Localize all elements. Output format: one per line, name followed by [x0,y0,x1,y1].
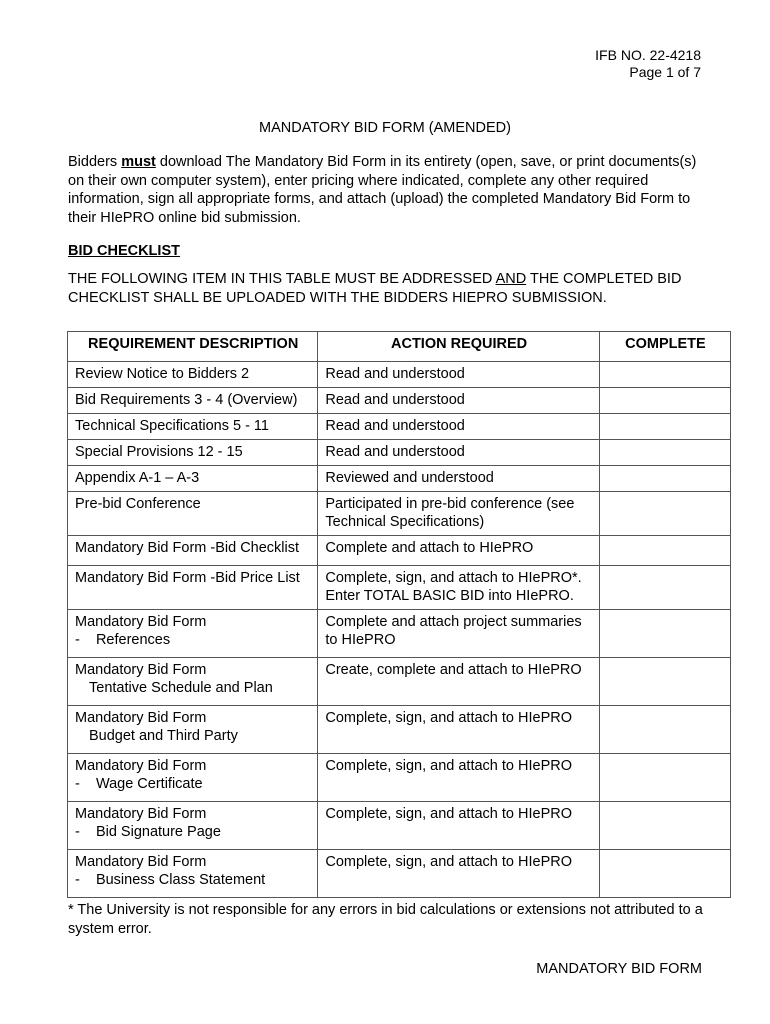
requirement-cell [68,414,318,440]
table-row [68,536,731,566]
action-cell [318,466,599,492]
requirement-line: Technical Specifications 5 - 11 [75,418,269,434]
requirement-line: Bid Requirements 3 - 4 (Overview) [75,392,298,408]
checklist-notice [68,270,708,307]
requirement-cell [68,850,318,898]
action-cell [318,414,599,440]
table-row [68,566,731,610]
action-line: Complete, sign, and attach to HIePRO [325,854,573,870]
requirement-line: Mandatory Bid Form [75,662,207,678]
requirement-cell [68,802,318,850]
table-row [68,802,731,850]
action-cell [318,658,599,706]
table-row [68,466,731,492]
action-cell [318,754,599,802]
complete-cell[interactable] [599,362,730,388]
action-cell [318,536,599,566]
requirement-subline: - Wage Certificate [75,776,203,792]
notice-and: AND [495,271,527,287]
action-line: Read and understood [325,392,465,408]
complete-cell[interactable] [599,754,730,802]
table-body [68,362,731,898]
action-cell [318,566,599,610]
page-title: MANDATORY BID FORM (AMENDED) [259,120,511,136]
page-number: Page 1 of 7 [629,64,701,80]
requirement-line: Appendix A-1 – A-3 [75,470,200,486]
action-line: Complete and attach project summaries [325,614,582,630]
intro-paragraph [68,153,708,227]
requirement-cell [68,566,318,610]
complete-cell[interactable] [599,802,730,850]
table-row [68,414,731,440]
table-row [68,610,731,658]
intro-emphasis: must [121,154,156,170]
requirement-line: Special Provisions 12 - 15 [75,444,243,460]
action-cell [318,610,599,658]
action-line: Complete, sign, and attach to HIePRO [325,806,573,822]
requirement-line: Mandatory Bid Form [75,758,207,774]
requirement-cell [68,754,318,802]
action-cell [318,362,599,388]
action-line: Read and understood [325,366,465,382]
complete-cell[interactable] [599,850,730,898]
requirement-cell [68,388,318,414]
page-header [595,47,701,81]
requirement-cell [68,466,318,492]
requirement-line: Review Notice to Bidders 2 [75,366,250,382]
requirement-line: Mandatory Bid Form [75,854,207,870]
action-line: Participated in pre-bid conference (see [325,496,575,512]
requirement-subline: Budget and Third Party [89,728,238,744]
requirement-cell [68,440,318,466]
requirement-line: Mandatory Bid Form -Bid Checklist [75,540,300,556]
requirements-table [67,331,731,898]
complete-cell[interactable] [599,466,730,492]
complete-cell[interactable] [599,566,730,610]
complete-cell[interactable] [599,492,730,536]
action-line: Complete, sign, and attach to HIePRO [325,758,573,774]
requirement-cell [68,658,318,706]
requirement-cell [68,610,318,658]
table-row [68,388,731,414]
complete-cell[interactable] [599,414,730,440]
ifb-number: IFB NO. 22-4218 [595,47,701,63]
action-cell [318,706,599,754]
complete-cell[interactable] [599,388,730,414]
requirement-line: Mandatory Bid Form [75,710,207,726]
header-requirement-description: REQUIREMENT DESCRIPTION [68,332,318,362]
action-line: Read and understood [325,444,465,460]
action-line: Reviewed and understood [325,470,494,486]
action-cell [318,850,599,898]
requirement-subline: - References [75,632,171,648]
action-line: Create, complete and attach to HIePRO [325,662,582,678]
requirement-subline: - Business Class Statement [75,872,266,888]
intro-text: download The Mandatory Bid Form in its entirety (open, save, or print documents(s) on their own computer system), enter pricing where indicated, complete any other required information, sign all appropriate forms, and attach (upload) the completed Mandatory Bid Form to their HIePRO online bid submission. [68,154,697,226]
action-line: Read and understood [325,418,465,434]
table-row [68,362,731,388]
action-line: Complete, sign, and attach to HIePRO*. [325,570,582,586]
header-action-required: ACTION REQUIRED [318,332,599,362]
page-footer: MANDATORY BID FORM [536,961,702,977]
action-cell [318,440,599,466]
complete-cell[interactable] [599,610,730,658]
requirement-cell [68,492,318,536]
requirement-cell [68,536,318,566]
bid-checklist-heading: BID CHECKLIST [68,243,180,259]
action-subline: Technical Specifications) [325,514,485,530]
table-row [68,492,731,536]
requirement-line: Pre-bid Conference [75,496,201,512]
table-row [68,658,731,706]
requirement-line: Mandatory Bid Form [75,614,207,630]
requirement-cell [68,706,318,754]
action-subline: to HIePRO [325,632,396,648]
header-complete: COMPLETE [599,332,730,362]
table-row [68,850,731,898]
complete-cell[interactable] [599,440,730,466]
table-header-row [68,332,731,362]
footnote: * The University is not responsible for any errors in bid calculations or extensions not attributed to a system error. [68,902,703,937]
complete-cell[interactable] [599,706,730,754]
table-row [68,706,731,754]
requirement-subline: - Bid Signature Page [75,824,221,840]
notice-after: THE COMPLETED BID CHECKLIST SHALL BE UPLOADED WITH THE BIDDERS HIEPRO SUBMISSION. [68,271,682,306]
action-line: Complete and attach to HIePRO [325,540,534,556]
table-row [68,440,731,466]
action-line: Complete, sign, and attach to HIePRO [325,710,573,726]
requirement-cell [68,362,318,388]
action-subline: Enter TOTAL BASIC BID into HIePRO. [325,588,574,604]
action-cell [318,492,599,536]
table-row [68,754,731,802]
notice-before: THE FOLLOWING ITEM IN THIS TABLE MUST BE ADDRESSED [68,271,496,287]
requirement-line: Mandatory Bid Form [75,806,207,822]
requirement-line: Mandatory Bid Form -Bid Price List [75,570,300,586]
complete-cell[interactable] [599,658,730,706]
complete-cell[interactable] [599,536,730,566]
intro-prefix: Bidders [68,154,122,170]
action-cell [318,388,599,414]
action-cell [318,802,599,850]
requirement-subline: Tentative Schedule and Plan [89,680,273,696]
